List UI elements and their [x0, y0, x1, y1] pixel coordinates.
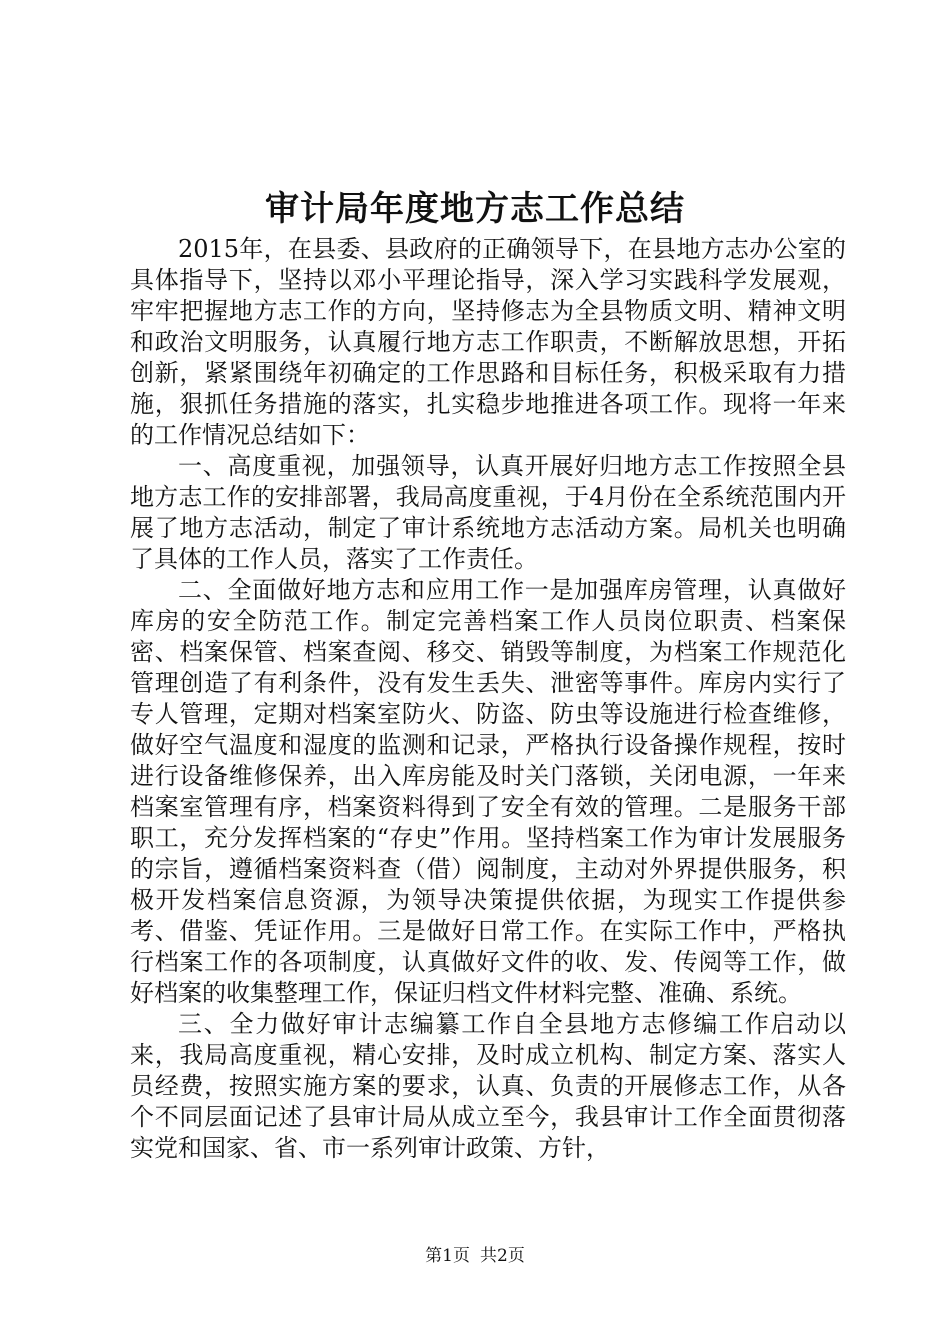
paragraph-section-2: 二、全面做好地方志和应用工作一是加强库房管理，认真做好库房的安全防范工作。制定完善档案工作人员岗位职责、档案保密、档案保管、档案查阅、移交、销毁等制度，为档案工作规范化管理创造了有利条件，没有发生丢失、泄密等事件。库房内实行了专人管理，定期对档案室防火、防盗、防虫等设施进行检查维修，做好空气温度和湿度的监测和记录，严格执行设备操作规程，按时进行设备维修保养，出入库房能及时关门落锁，关闭电源，一年来档案室管理有序，档案资料得到了安全有效的管理。二是服务干部职工，充分发挥档案的“存史”作用。坚持档案工作为审计发展服务的宗旨，遵循档案资料查（借）阅制度，主动对外界提供服务，积极开发档案信息资源，为领导决策提供依据，为现实工作提供参考、借鉴、凭证作用。三是做好日常工作。在实际工作中，严格执行档案工作的各项制度，认真做好文件的收、发、传阅等工作，做好档案的收集整理工作，保证归档文件材料完整、准确、系统。 [130, 576, 846, 1007]
document-body [130, 234, 846, 1164]
paragraph-section-3: 三、全力做好审计志编纂工作自全县地方志修编工作启动以来，我局高度重视，精心安排，及时成立机构、制定方案、落实人员经费，按照实施方案的要求，认真、负责的开展修志工作，从各个不同层面记述了县审计局从成立至今，我县审计工作全面贯彻落实党和国家、省、市一系列审计政策、方针， [130, 1010, 846, 1162]
paragraph-intro: 2015年，在县委、县政府的正确领导下，在县地方志办公室的具体指导下，坚持以邓小平理论指导，深入学习实践科学发展观，牢牢把握地方志工作的方向，坚持修志为全县物质文明、精神文明和政治文明服务，认真履行地方志工作职责，不断解放思想，开拓创新，紧紧围绕年初确定的工作思路和目标任务，积极采取有力措施，狠抓任务措施的落实，扎实稳步地推进各项工作。现将一年来的工作情况总结如下： [130, 235, 846, 449]
page-footer [0, 1244, 950, 1268]
document-title: 审计局年度地方志工作总结 [265, 189, 685, 229]
paragraph-section-1: 一、高度重视，加强领导，认真开展好归地方志工作按照全县地方志工作的安排部署，我局高度重视，于4月份在全系统范围内开展了地方志活动，制定了审计系统地方志活动方案。局机关也明确了具体的工作人员，落实了工作责任。 [130, 452, 846, 573]
page-total: 共2页 [480, 1246, 525, 1266]
page-number: 第1页 [425, 1246, 470, 1266]
